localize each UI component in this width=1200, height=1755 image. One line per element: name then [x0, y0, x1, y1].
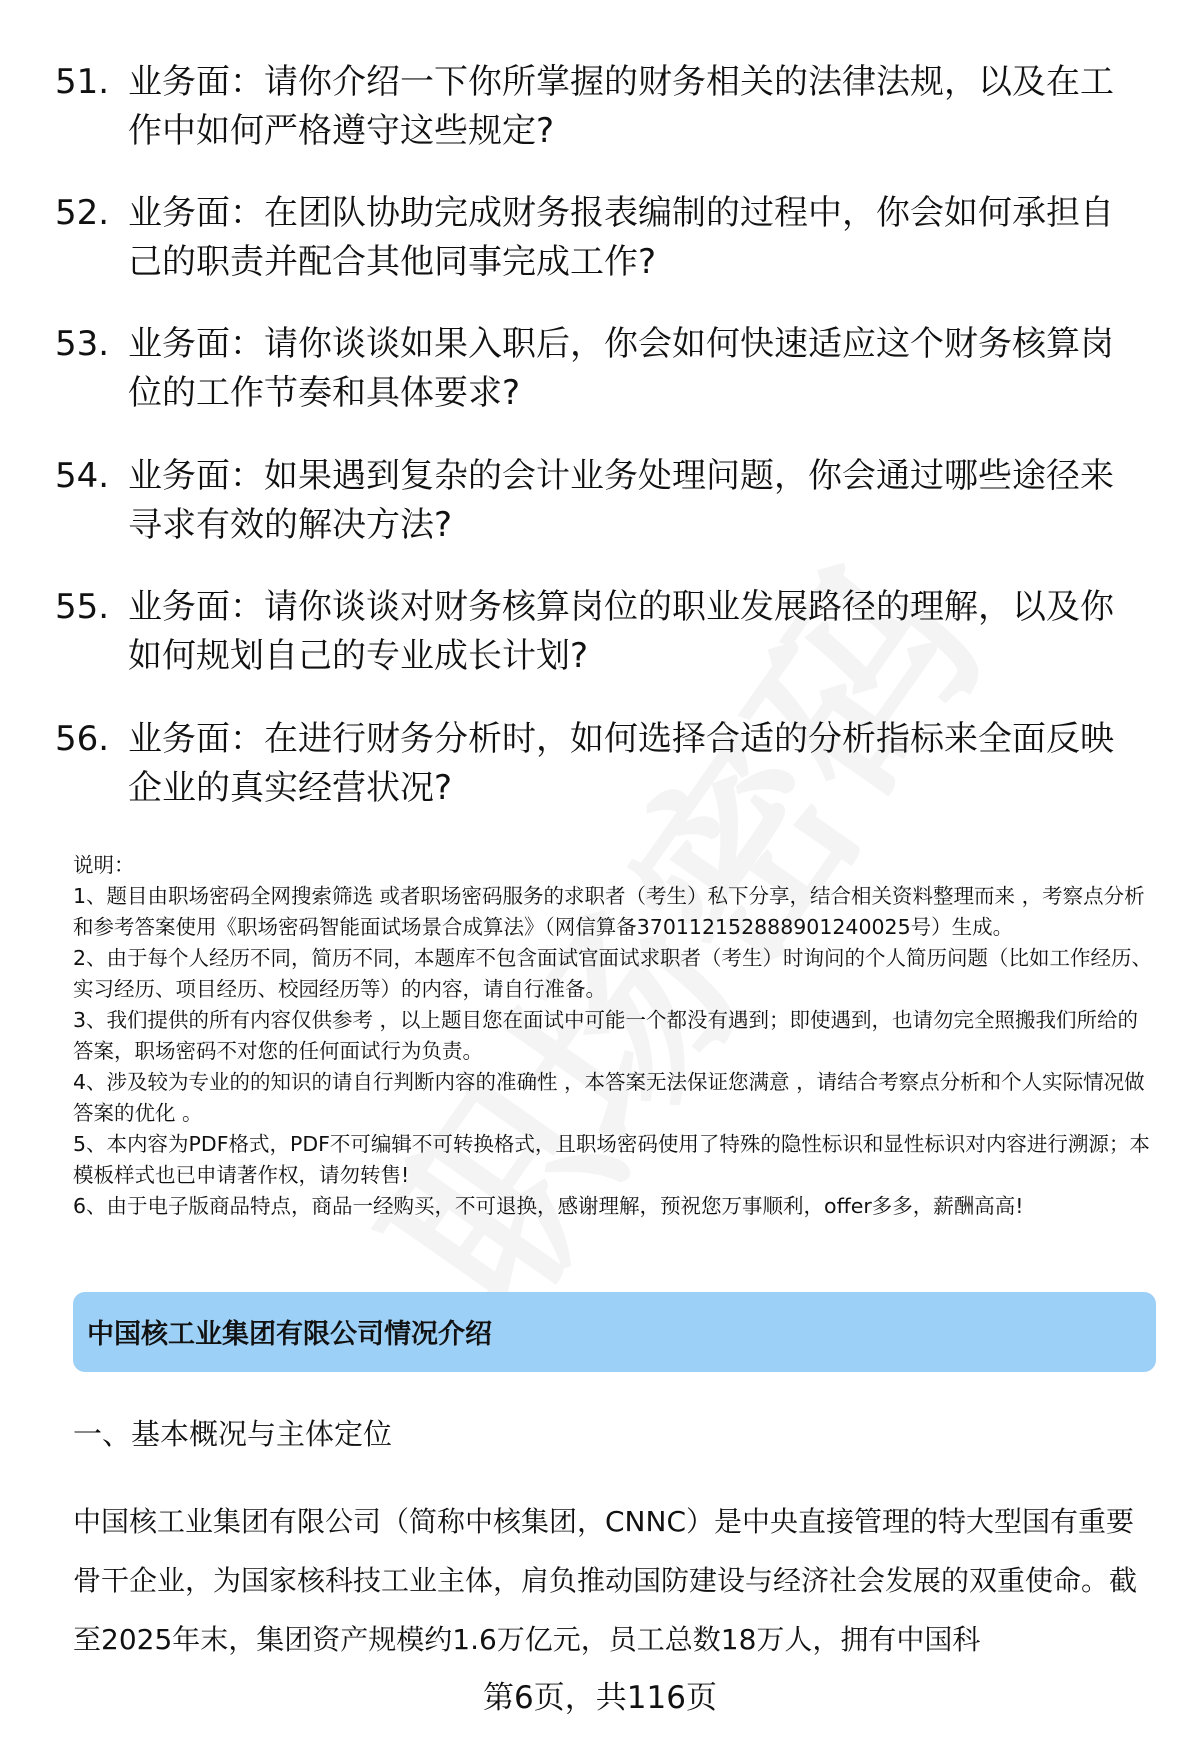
page-footer: 第6页，共116页 — [483, 1680, 717, 1716]
question-text: 业务面：如果遇到复杂的会计业务处理问题，你会通过哪些途径来寻求有效的解决方法? — [128, 456, 1114, 545]
question-text: 业务面：请你谈谈对财务核算岗位的职业发展路径的理解，以及你如何规划自己的专业成长计划? — [128, 587, 1114, 676]
notes-section — [73, 850, 1158, 1222]
question-number: 51. — [55, 62, 110, 102]
note-item: 3、我们提供的所有内容仅供参考 ，以上题目您在面试中可能一个都没有遇到；即使遇到，也请勿完全照搬我们所给的答案，职场密码不对您的任何面试行为负责。 — [73, 1008, 1139, 1063]
question-text: 业务面：在进行财务分析时，如何选择合适的分析指标来全面反映企业的真实经营状况? — [128, 719, 1114, 808]
section-banner — [73, 1292, 1156, 1372]
question-item — [55, 715, 1140, 813]
question-number: 55. — [55, 587, 110, 627]
question-item — [55, 583, 1140, 681]
question-item — [55, 320, 1140, 418]
note-item: 5、本内容为PDF格式，PDF不可编辑不可转换格式，且职场密码使用了特殊的隐性标识和显性标识对内容进行溯源；本模板样式也已申请著作权，请勿转售! — [73, 1132, 1150, 1187]
notes-title: 说明： — [73, 853, 135, 877]
section-heading: 一、基本概况与主体定位 — [73, 1417, 393, 1451]
note-item: 6、由于电子版商品特点，商品一经购买，不可退换，感谢理解，预祝您万事顺利，offer多多，薪酬高高! — [73, 1194, 1024, 1218]
question-item — [55, 58, 1140, 156]
question-number: 56. — [55, 719, 110, 759]
question-item — [55, 189, 1140, 287]
question-text: 业务面：在团队协助完成财务报表编制的过程中，你会如何承担自己的职责并配合其他同事完成工作? — [128, 193, 1114, 282]
section-paragraph: 中国核工业集团有限公司（简称中核集团，CNNC）是中央直接管理的特大型国有重要骨干企业，为国家核科技工业主体，肩负推动国防建设与经济社会发展的双重使命。截至2025年末，集团资产规模约1.6万亿元，员工总数18万人，拥有中国科 — [73, 1505, 1138, 1656]
question-number: 54. — [55, 456, 110, 496]
question-number: 52. — [55, 193, 110, 233]
banner-title: 中国核工业集团有限公司情况介绍 — [87, 1319, 492, 1350]
question-text: 业务面：请你介绍一下你所掌握的财务相关的法律法规，以及在工作中如何严格遵守这些规定? — [128, 62, 1114, 151]
note-item: 4、涉及较为专业的的知识的请自行判断内容的准确性 ，本答案无法保证您满意 ，请结合考察点分析和个人实际情况做答案的优化 。 — [73, 1070, 1145, 1125]
note-item: 2、由于每个人经历不同，简历不同，本题库不包含面试官面试求职者（考生）时询问的个人简历问题（比如工作经历、实习经历、项目经历、校园经历等）的内容，请自行准备。 — [73, 946, 1153, 1001]
question-item — [55, 452, 1140, 550]
note-item: 1、题目由职场密码全网搜索筛选 或者职场密码服务的求职者（考生）私下分享，结合相关资料整理而来 ，考察点分析和参考答案使用《职场密码智能面试场景合成算法》（网信算备370112152888901240025号）生成。 — [73, 884, 1145, 939]
question-number: 53. — [55, 324, 110, 364]
question-text: 业务面：请你谈谈如果入职后，你会如何快速适应这个财务核算岗位的工作节奏和具体要求? — [128, 324, 1114, 413]
